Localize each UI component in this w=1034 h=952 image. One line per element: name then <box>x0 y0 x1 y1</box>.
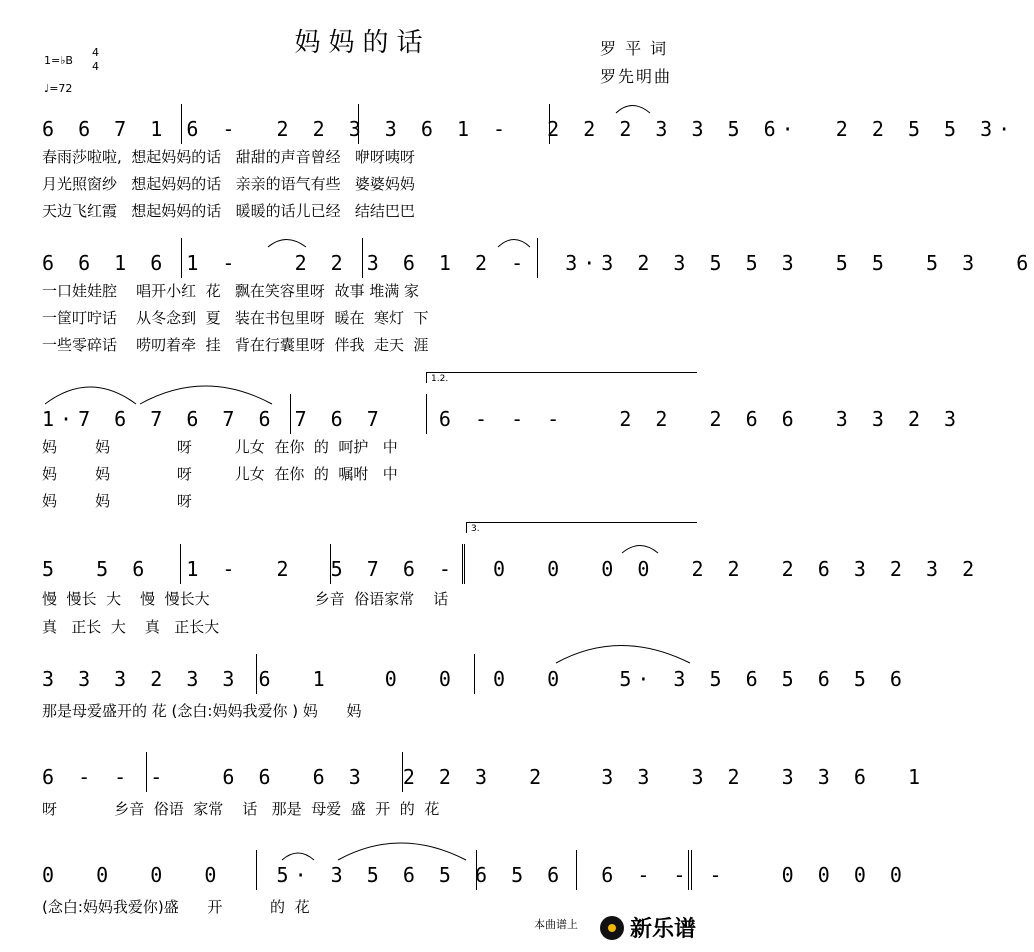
lyric-verse-2: 月光照窗纱 想起妈妈的话 亲亲的语气有些 婆婆妈妈 <box>42 175 415 193</box>
barline <box>256 850 257 890</box>
notes-line: 6 6 7 1 6 - 2 2 3 3 6 1 - 2 2 2 3 3 5 6· 2 2 5 5 3· <box>42 117 1017 141</box>
notes-line: 0 0 0 0 5· 3 5 6 5 6 5 6 6 - - - 0 0 0 0 <box>42 863 908 887</box>
notes-line: 5 5 6 1 - 2 5 7 6 - 0 0 0 0 2 2 2 6 3 2 3 2 <box>42 557 981 581</box>
lyric-verse-1: 那是母爱盛开的 花 (念白:妈妈我爱你 ) 妈 妈 <box>42 702 362 720</box>
system-7 <box>0 862 908 922</box>
lyric-verse-2: 真 正长 大 真 正长大 <box>42 618 220 636</box>
notes-line: 6 6 1 6 1 - 2 2 3 6 1 2 - 3·3 2 3 5 5 3 5 5 5 3 6 <box>42 251 1034 275</box>
lyric-verse-3: 天边飞红霞 想起妈妈的话 暖暖的话儿已经 结结巴巴 <box>42 202 415 220</box>
barline <box>474 654 475 694</box>
slur <box>498 240 530 248</box>
slur <box>616 106 650 114</box>
system-1 <box>0 116 1017 226</box>
barline <box>358 104 359 144</box>
slur <box>556 646 690 664</box>
barline <box>146 752 147 792</box>
lyric-verse-1: 慢 慢长 大 慢 慢长大 乡音 俗语家常 话 <box>42 590 449 608</box>
barline <box>290 394 291 434</box>
system-2 <box>0 250 1034 360</box>
notes-line: 3 3 3 2 3 3 6 1 0 0 0 0 5· 3 5 6 5 6 5 6 <box>42 667 908 691</box>
time-signature-top: 4 <box>92 46 99 59</box>
slur <box>140 386 272 404</box>
composer-credit: 罗先明曲 <box>600 67 673 86</box>
logo-text: 新乐谱 <box>630 917 697 942</box>
repeat-end-barline <box>462 544 467 584</box>
lyric-verse-1: 一口娃娃腔 唱开小红 花 飘在笑容里呀 故事 堆满 家 <box>42 282 419 300</box>
lyric-verse-2: 一筐叮咛话 从冬念到 夏 装在书包里呀 暖在 寒灯 下 <box>42 309 429 327</box>
barline <box>476 850 477 890</box>
logo-icon <box>600 916 624 940</box>
barline <box>181 104 182 144</box>
system-3 <box>0 374 963 516</box>
lyric-verse-1: 呀 乡音 俗语 家常 话 那是 母爱 盛 开 的 花 <box>42 800 440 818</box>
barline <box>362 238 363 278</box>
notes-line: 1·7 6 7 6 7 6 7 6 7 6 - - - 2 2 2 6 6 3 3 2 3 <box>42 407 963 431</box>
tempo-mark: ♩=72 <box>44 82 73 95</box>
barline <box>180 544 181 584</box>
time-signature-bottom: 4 <box>92 60 99 73</box>
barline <box>256 654 257 694</box>
volta-bracket: 1.2. <box>426 372 697 383</box>
lyric-verse-2: 妈 妈 呀 儿女 在你 的 嘱咐 中 <box>42 465 398 483</box>
system-5 <box>0 666 908 726</box>
footer-source: 本曲谱上 <box>534 918 578 931</box>
slur <box>338 843 466 860</box>
slur <box>622 546 658 554</box>
volta-bracket: 3. <box>466 522 697 533</box>
final-barline <box>688 850 694 890</box>
lyricist-credit: 罗 平 词 <box>600 39 669 58</box>
slur <box>45 387 136 404</box>
system-6 <box>0 764 927 824</box>
barline <box>576 850 577 890</box>
slur <box>268 240 306 248</box>
slur <box>282 853 314 860</box>
barline <box>330 544 331 584</box>
lyric-verse-1: 春雨莎啦啦, 想起妈妈的话 甜甜的声音曾经 咿呀咦呀 <box>42 148 415 166</box>
score-title: 妈妈的话 <box>294 28 431 58</box>
barline <box>402 752 403 792</box>
lyric-verse-3: 妈 妈 呀 <box>42 492 192 510</box>
lyric-verse-1: (念白:妈妈我爱你)盛 开 的 花 <box>42 898 310 916</box>
system-4 <box>0 524 981 636</box>
barline <box>181 238 182 278</box>
lyric-verse-1: 妈 妈 呀 儿女 在你 的 呵护 中 <box>42 438 398 456</box>
notes-line: 6 - - - 6 6 6 3 2 2 3 2 3 3 3 2 3 3 6 1 <box>42 765 927 789</box>
barline <box>426 394 427 434</box>
barline <box>537 238 538 278</box>
lyric-verse-3: 一些零碎话 唠叨着牵 挂 背在行囊里呀 伴我 走天 涯 <box>42 336 429 354</box>
barline <box>549 104 550 144</box>
key-label: 1=♭B <box>44 54 73 67</box>
